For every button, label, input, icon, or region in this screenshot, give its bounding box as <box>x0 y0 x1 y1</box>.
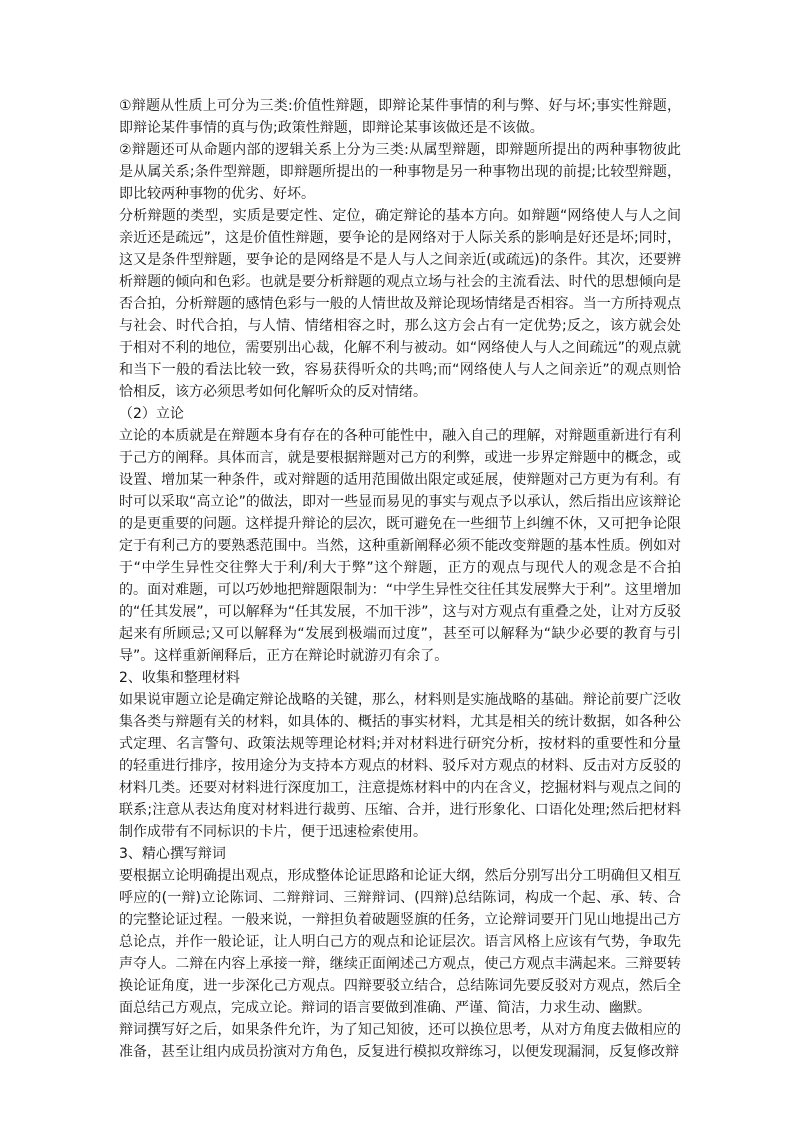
document-page <box>119 95 681 1063</box>
paragraph-collect-materials: 如果说审题立论是确定辩论战略的关键，那么，材料则是实施战略的基础。辩论前要广泛收集各类与辩题有关的材料，如具体的、概括的事实材料，尤其是相关的统计数据，如各种公式定理、名言警句、政策法规等理论材料;并对材料进行研究分析，按材料的重要性和分量的轻重进行排序，按用途分为支持本方观点的材料、驳斥对方观点的材料、反击对方反驳的材料几类。还要对材料进行深度加工，注意提炼材料中的内在含义，挖掘材料与观点之间的联系;注意从表达角度对材料进行裁剪、压缩、合并，进行形象化、口语化处理;然后把材料制作成带有不同标识的卡片，便于迅速检索使用。 <box>119 692 681 840</box>
paragraph-analyze-topic-type: 分析辩题的类型，实质是要定性、定位，确定辩论的基本方向。如辩题“网络使人与人之间亲近还是疏远”，这是价值性辩题，要争论的是网络对于人际关系的影响是好还是坏;同时，这又是条件型辩题，要争论的是网络是不是人与人之间亲近(或疏远)的条件。其次，还要辨析辩题的倾向和色彩。也就是要分析辩题的观点立场与社会的主流看法、时代的思想倾向是否合拍，分析辩题的感情色彩与一般的人情世故及辩论现场情绪是否相容。当一方所持观点与社会、时代合拍，与人情、情绪相容之时，那么这方会占有一定优势;反之，该方就会处于相对不利的地位，需要别出心裁，化解不利与被动。如“网络使人与人之间疏远”的观点就和当下一般的看法比较一致，容易获得听众的共鸣;而“网络使人与人之间亲近”的观点则恰恰相反，该方必须思考如何化解听众的反对情绪。 <box>119 208 681 400</box>
paragraph-topic-by-logic: ②辩题还可从命题内部的逻辑关系上分为三类:从属型辩题，即辩题所提出的两种事物彼此是从属关系;条件型辩题，即辩题所提出的一种事物是另一种事物出现的前提;比较型辩题，即比较两种事物的优劣、好坏。 <box>119 142 681 202</box>
paragraph-argument-essence: 立论的本质就是在辩题本身有存在的各种可能性中，融入自己的理解，对辩题重新进行有利于己方的阐释。具体而言，就是要根据辩题对己方的利弊，或进一步界定辩题中的概念，或设置、增加某一种条件，或对辩题的适用范围做出限定或延展，使辩题对己方更为有利。有时可以采取“高立论”的做法，即对一些显而易见的事实与观点予以承认，然后指出应该辩论的是更重要的问题。这样提升辩论的层次，既可避免在一些细节上纠缠不休，又可把争论限定于有利己方的要熟悉范围中。当然，这种重新阐释必须不能改变辩题的基本性质。例如对于“中学生异性交往弊大于利/利大于弊”这个辩题，正方的观点与现代人的观念是不合拍的。面对难题，可以巧妙地把辩题限制为：“中学生异性交往任其发展弊大于利”。这里增加的“任其发展”，可以解释为“任其发展，不加干涉”，这与对方观点有重叠之处，让对方反驳起来有所顾忌;又可以解释为“发展到极端而过度”，甚至可以解释为“缺少必要的教育与引导”。这样重新阐释后，正方在辩论时就游刃有余了。 <box>119 428 681 664</box>
paragraph-topic-by-nature: ①辩题从性质上可分为三类:价值性辩题，即辩论某件事情的利与弊、好与坏;事实性辩题，即辩论某件事情的真与伪;政策性辩题，即辩论某事该做还是不该做。 <box>119 98 681 136</box>
section-heading-write-speech: 3、精心撰写辩词 <box>119 846 226 862</box>
paragraph-write-speech: 要根据立论明确提出观点，形成整体论证思路和论证大纲，然后分别写出分工明确但又相互呼应的(一辩)立论陈词、二辩辩词、三辩辩词、(四辩)总结陈词，构成一个起、承、转、合的完整论证过程。一般来说，一辩担负着破题竖旗的任务，立论辩词要开门见山地提出己方总论点，并作一般论证，让人明白己方的观点和论证层次。语言风格上应该有气势，争取先声夺人。二辩在内容上承接一辩，继续正面阐述己方观点，使己方观点丰满起来。三辩要转换论证角度，进一步深化己方观点。四辩要驳立结合，总结陈词先要反驳对方观点，然后全面总结己方观点，完成立论。辩词的语言要做到准确、严谨、简洁，力求生动、幽默。 <box>119 868 681 1016</box>
paragraph-after-writing: 辩词撰写好之后，如果条件允许，为了知己知彼，还可以换位思考，从对方角度去做相应的准备，甚至让组内成员扮演对方角色，反复进行模拟攻辩练习，以便发现漏洞，反复修改辩 <box>119 1022 681 1060</box>
section-heading-argument: （2）立论 <box>119 406 184 422</box>
section-heading-collect-materials: 2、收集和整理材料 <box>119 670 240 686</box>
